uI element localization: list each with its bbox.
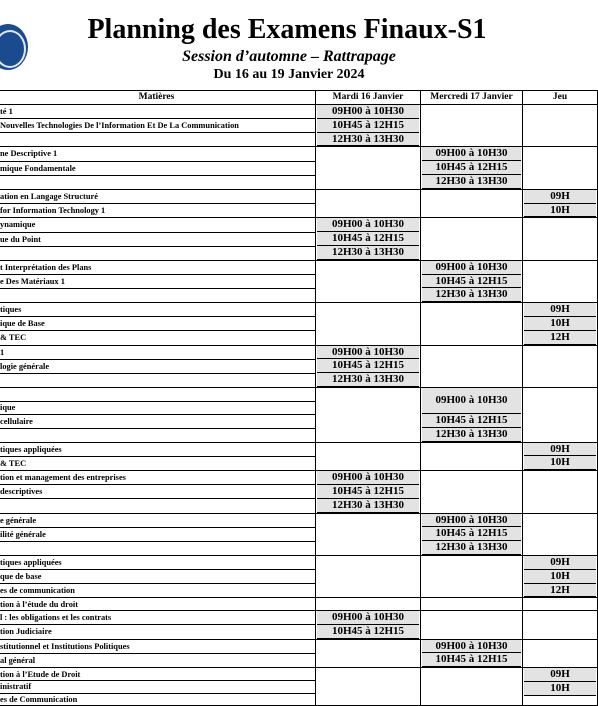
subject-cell: ynamique	[0, 218, 316, 232]
time-slot: 10H	[524, 456, 596, 470]
mercredi-slot-cell	[421, 387, 523, 442]
subject-cell	[0, 373, 316, 387]
mercredi-slot-cell	[421, 598, 523, 611]
table-row	[0, 442, 598, 456]
time-slot: 12H30 à 13H30	[422, 288, 521, 302]
mardi-slot-cell	[316, 610, 421, 639]
time-slot: 09H00 à 10H30	[317, 346, 419, 360]
mercredi-slot-cell	[421, 555, 523, 597]
col-header-jeudi: Jeu	[523, 91, 598, 105]
mardi-slot-cell	[316, 555, 421, 597]
mardi-slot-cell	[316, 345, 421, 387]
subject-cell: al général	[0, 653, 316, 667]
table-row	[0, 189, 598, 203]
time-slot: 12H30 à 13H30	[317, 246, 419, 260]
mardi-slot-cell	[316, 218, 421, 260]
jeudi-slot-cell	[523, 513, 598, 555]
time-slot: 10H	[524, 682, 596, 696]
session-subtitle: Session d’automne – Rattrapage	[182, 48, 396, 65]
mercredi-slot-cell	[421, 668, 523, 706]
mercredi-slot-cell	[421, 471, 523, 513]
subject-cell: que de base	[0, 570, 316, 584]
jeudi-slot-cell	[523, 610, 598, 639]
table-row	[0, 218, 598, 232]
time-slot: 09H	[524, 303, 596, 317]
subject-cell: cellulaire	[0, 415, 316, 429]
subject-cell: Nouvelles Technologies De l’Information Et De La Communication	[0, 119, 316, 133]
time-slot: 10H45 à 12H15	[317, 485, 419, 499]
table-row	[0, 610, 598, 624]
subject-cell: es de Communication	[0, 693, 316, 706]
subject-cell	[0, 387, 316, 401]
subject-cell: l : les obligations et les contrats	[0, 610, 316, 624]
table-row	[0, 260, 598, 274]
page-title: Planning des Examens Finaux-S1	[87, 14, 487, 45]
time-slot: 10H	[524, 204, 596, 218]
mardi-slot-cell	[316, 668, 421, 706]
subject-cell: ne Descriptive 1	[0, 147, 316, 161]
subject-cell: ation en Langage Structuré	[0, 189, 316, 203]
subject-cell: & TEC	[0, 456, 316, 470]
mercredi-slot-cell	[421, 513, 523, 555]
mardi-slot-cell	[316, 260, 421, 302]
subject-cell: tion à l’étude du droit	[0, 598, 316, 611]
mercredi-slot-cell	[421, 147, 523, 189]
subject-cell: logie générale	[0, 359, 316, 373]
time-slot: 12H30 à 13H30	[422, 175, 521, 189]
time-slot: 12H30 à 13H30	[422, 541, 521, 555]
schedule-body	[0, 105, 598, 706]
jeudi-slot-cell	[523, 471, 598, 513]
subject-cell: stitutionnel et Institutions Politiques	[0, 639, 316, 653]
time-slot: 10H45 à 12H15	[317, 359, 419, 373]
mardi-slot-cell	[316, 189, 421, 218]
mardi-slot-cell	[316, 105, 421, 147]
time-slot: 09H00 à 10H30	[422, 147, 521, 161]
time-slot: 09H00 à 10H30	[317, 105, 419, 119]
subject-cell: e générale	[0, 513, 316, 527]
jeudi-slot-cell	[523, 260, 598, 302]
mercredi-slot-cell	[421, 639, 523, 668]
mardi-slot-cell	[316, 303, 421, 345]
subject-cell: tiques appliquées	[0, 442, 316, 456]
time-slot: 09H00 à 10H30	[317, 611, 419, 625]
jeudi-slot-cell	[523, 598, 598, 611]
subject-cell: 1	[0, 345, 316, 359]
subject-cell: & TEC	[0, 331, 316, 345]
col-header-mercredi: Mercredi 17 Janvier	[421, 91, 523, 105]
time-slot: 10H45 à 12H15	[422, 275, 521, 289]
subject-cell: t Interprétation des Plans	[0, 260, 316, 274]
time-slot: 09H00 à 10H30	[422, 261, 521, 275]
subject-cell: té 1	[0, 105, 316, 119]
subject-cell: tion et management des entreprises	[0, 471, 316, 485]
mercredi-slot-cell	[421, 105, 523, 147]
mardi-slot-cell	[316, 442, 421, 471]
time-slot: 10H	[524, 317, 596, 331]
mercredi-slot-cell	[421, 218, 523, 260]
subject-cell: inistratif	[0, 680, 316, 693]
col-header-mardi: Mardi 16 Janvier	[316, 91, 421, 105]
mercredi-slot-cell	[421, 303, 523, 345]
exam-schedule-table	[0, 90, 598, 706]
subject-cell: tiques appliquées	[0, 555, 316, 569]
time-slot: 12H	[524, 584, 596, 598]
time-slot: 12H30 à 13H30	[317, 373, 419, 387]
subject-cell	[0, 246, 316, 260]
jeudi-slot-cell	[523, 387, 598, 442]
subject-cell: es de communication	[0, 584, 316, 598]
subject-cell: for Information Technology 1	[0, 204, 316, 218]
time-slot: 09H00 à 10H30	[422, 388, 521, 414]
jeudi-slot-cell	[523, 668, 598, 706]
time-slot: 12H	[524, 331, 596, 345]
subject-cell	[0, 428, 316, 442]
subject-cell	[0, 499, 316, 513]
jeudi-slot-cell	[523, 105, 598, 147]
time-slot: 12H30 à 13H30	[317, 499, 419, 513]
table-row	[0, 471, 598, 485]
time-slot: 10H	[524, 570, 596, 584]
subject-cell: mique Fondamentale	[0, 161, 316, 175]
time-slot: 09H00 à 10H30	[317, 471, 419, 485]
table-row	[0, 639, 598, 653]
time-slot: 10H45 à 12H15	[317, 232, 419, 246]
subject-cell: e Des Matériaux 1	[0, 274, 316, 288]
time-slot: 09H	[524, 668, 596, 682]
table-row	[0, 668, 598, 681]
subject-cell	[0, 541, 316, 555]
jeudi-slot-cell	[523, 189, 598, 218]
subject-cell	[0, 175, 316, 189]
table-row	[0, 555, 598, 569]
time-slot: 10H45 à 12H15	[422, 414, 521, 428]
mercredi-slot-cell	[421, 345, 523, 387]
table-row	[0, 345, 598, 359]
subject-cell: tion Judiciaire	[0, 625, 316, 639]
jeudi-slot-cell	[523, 218, 598, 260]
jeudi-slot-cell	[523, 303, 598, 345]
jeudi-slot-cell	[523, 442, 598, 471]
subject-cell	[0, 133, 316, 147]
mardi-slot-cell	[316, 639, 421, 668]
date-range: Du 16 au 19 Janvier 2024	[213, 67, 365, 82]
mercredi-slot-cell	[421, 189, 523, 218]
jeudi-slot-cell	[523, 147, 598, 189]
mercredi-slot-cell	[421, 610, 523, 639]
subject-cell: ique de Base	[0, 317, 316, 331]
time-slot: 09H00 à 10H30	[422, 514, 521, 528]
subject-cell: descriptives	[0, 485, 316, 499]
mercredi-slot-cell	[421, 260, 523, 302]
time-slot: 09H00 à 10H30	[422, 640, 521, 654]
time-slot: 10H45 à 12H15	[317, 119, 419, 133]
time-slot: 10H45 à 12H15	[422, 161, 521, 175]
time-slot: 10H45 à 12H15	[317, 625, 419, 639]
subject-cell	[0, 289, 316, 303]
mercredi-slot-cell	[421, 442, 523, 471]
mardi-slot-cell	[316, 513, 421, 555]
time-slot: 09H	[524, 443, 596, 457]
table-header-row	[0, 91, 598, 105]
mardi-slot-cell	[316, 387, 421, 442]
table-row	[0, 598, 598, 611]
table-row	[0, 147, 598, 161]
mardi-slot-cell	[316, 598, 421, 611]
time-slot: 09H00 à 10H30	[317, 218, 419, 232]
col-header-matieres: Matières	[0, 91, 316, 105]
subject-cell: tiques	[0, 303, 316, 317]
time-slot: 12H30 à 13H30	[422, 428, 521, 442]
time-slot: 10H45 à 12H15	[422, 653, 521, 667]
table-row	[0, 105, 598, 119]
subject-cell: tion à l’Etude de Droit	[0, 668, 316, 681]
time-slot: 09H	[524, 190, 596, 204]
mardi-slot-cell	[316, 471, 421, 513]
subject-cell: ique	[0, 401, 316, 415]
jeudi-slot-cell	[523, 555, 598, 597]
time-slot: 12H30 à 13H30	[317, 133, 419, 147]
jeudi-slot-cell	[523, 639, 598, 668]
table-row	[0, 513, 598, 527]
table-row	[0, 387, 598, 401]
table-row	[0, 303, 598, 317]
time-slot: 09H	[524, 556, 596, 570]
mardi-slot-cell	[316, 147, 421, 189]
subject-cell: ilité générale	[0, 527, 316, 541]
jeudi-slot-cell	[523, 345, 598, 387]
time-slot: 10H45 à 12H15	[422, 527, 521, 541]
subject-cell: ue du Point	[0, 232, 316, 246]
